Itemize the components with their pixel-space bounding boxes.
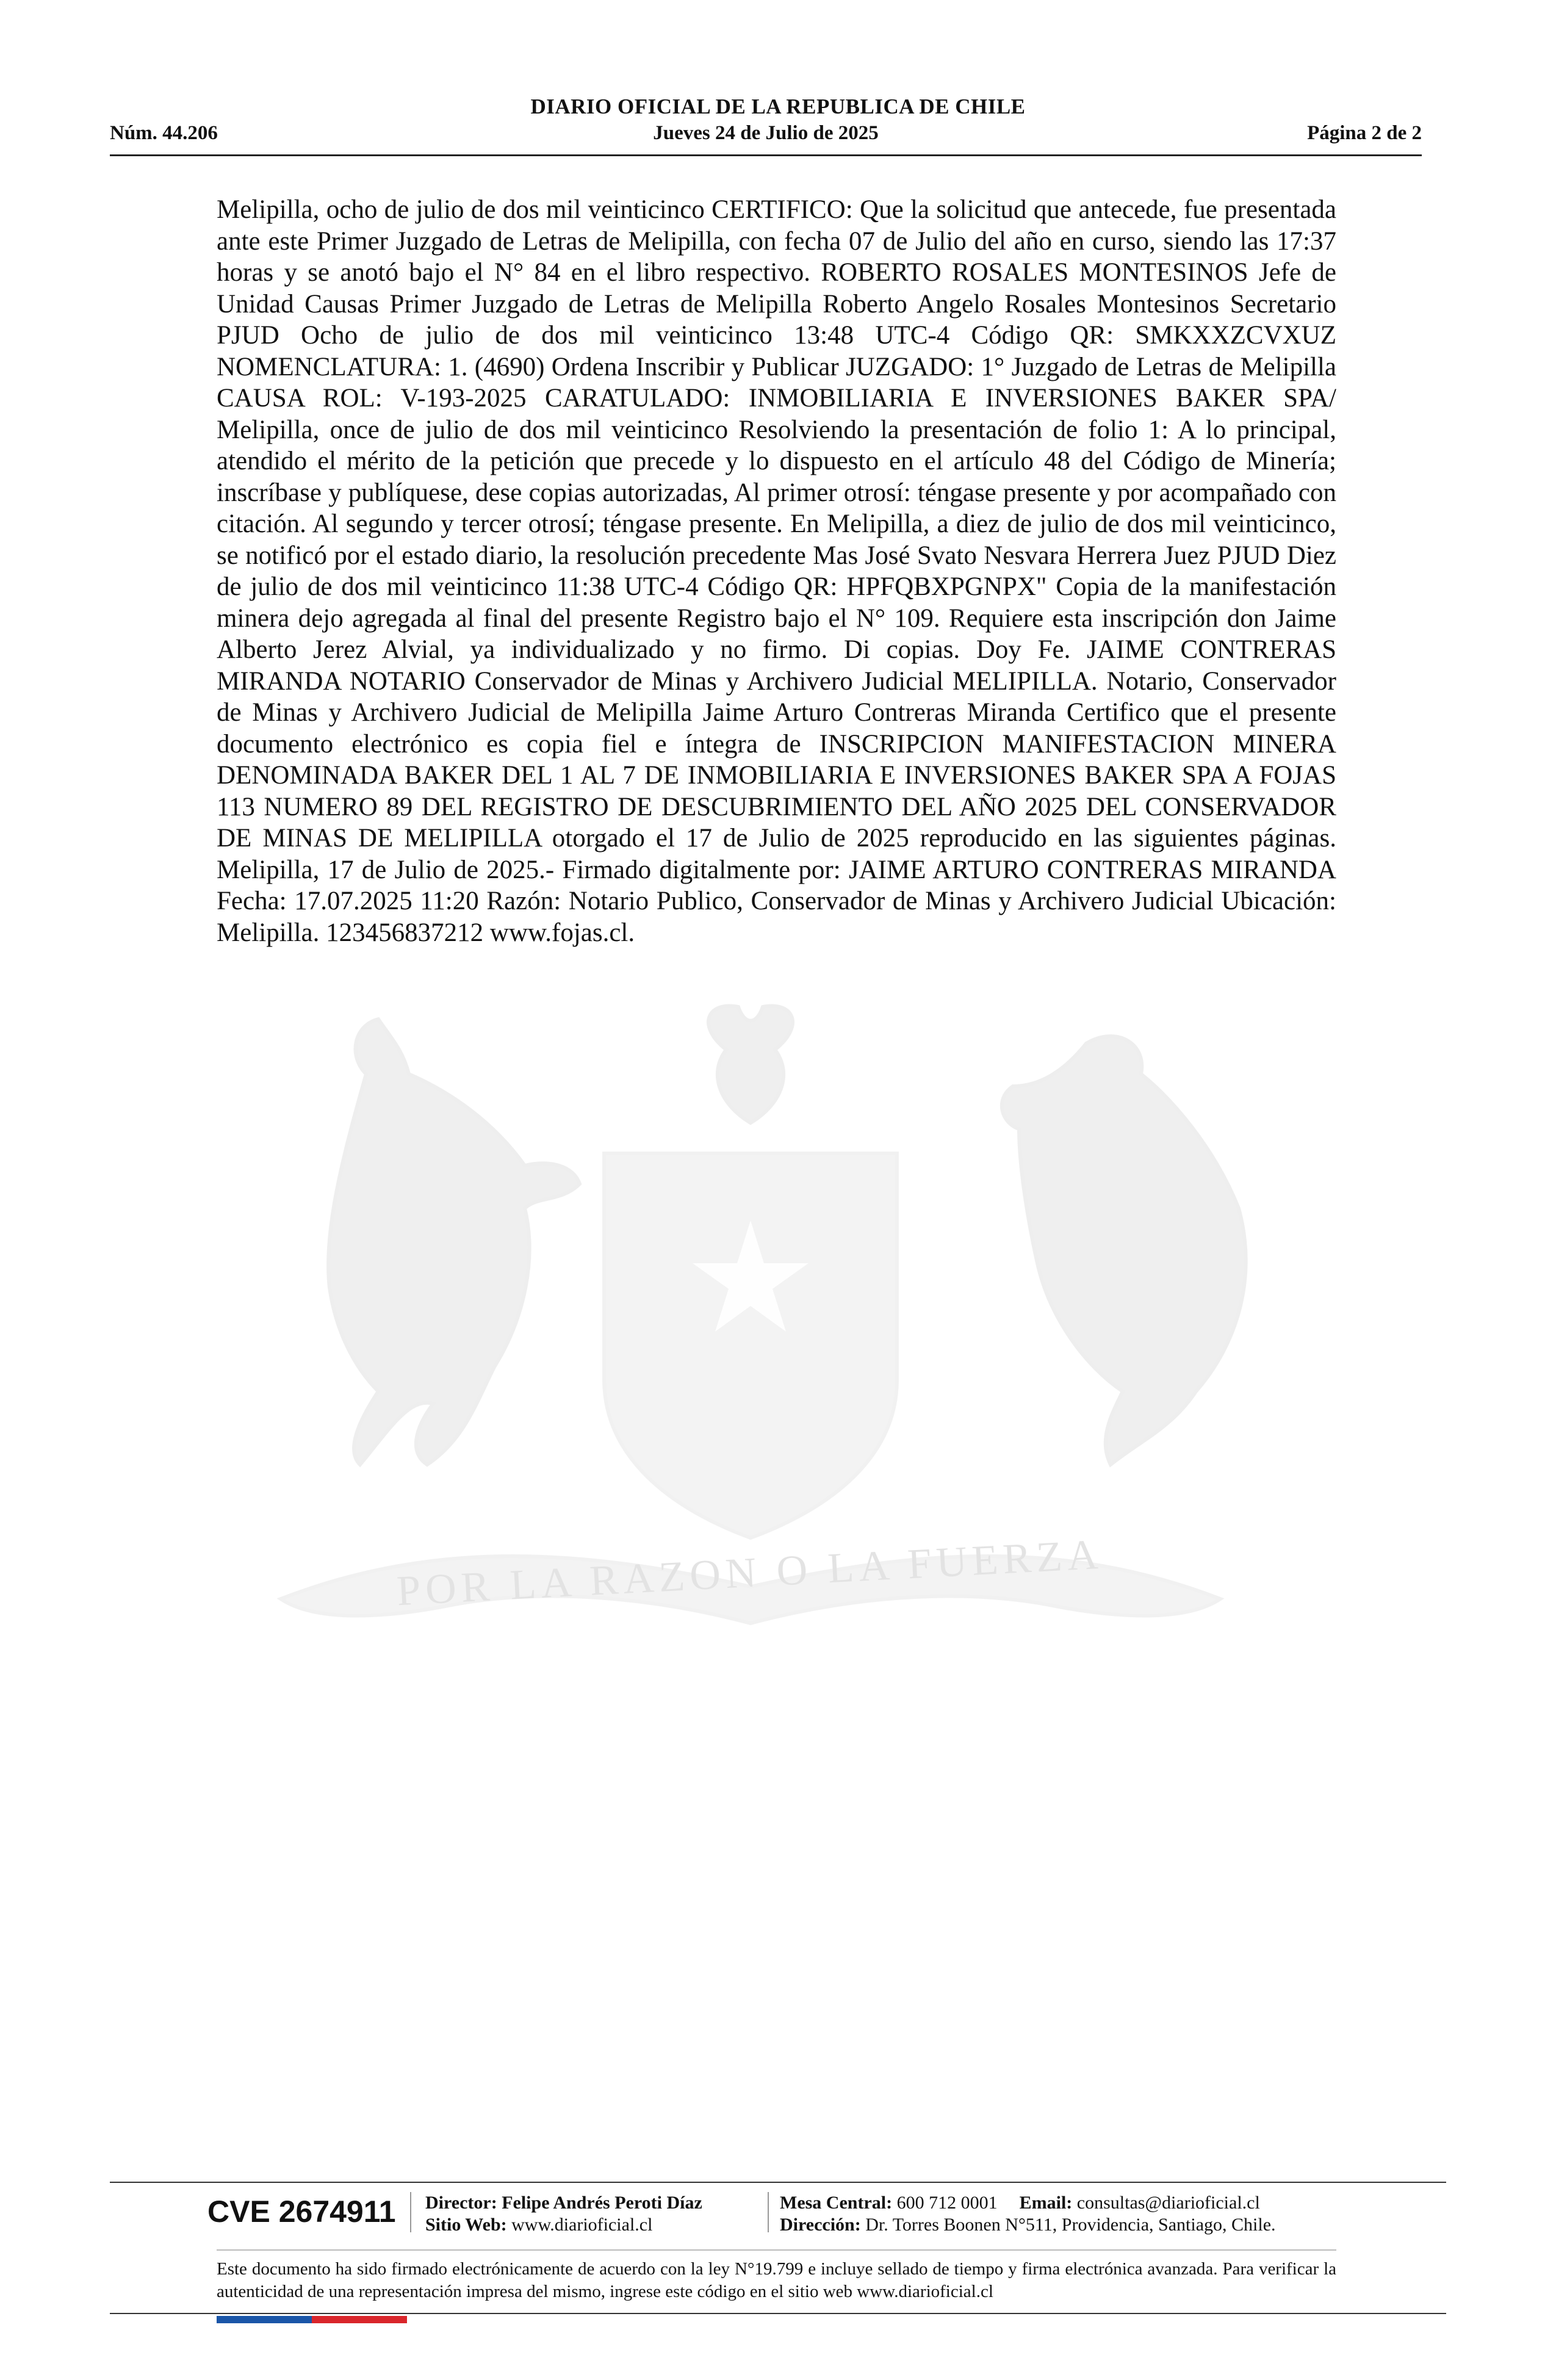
issue-number: Núm. 44.206 xyxy=(110,122,218,144)
shield-figure xyxy=(604,1153,897,1538)
legal-notice: Este documento ha sido firmado electrónicamente de acuerdo con la ley N°19.799 e incluye sellado de tiempo y firma electrónica avanzada. Para verificar la autenticidad de una representación impresa del mismo, ingrese este código en el sitio web www.diarioficial.cl xyxy=(217,2259,1336,2301)
email-link[interactable]: consultas@diarioficial.cl xyxy=(1076,2193,1260,2213)
cve-code: CVE 2674911 xyxy=(207,2194,396,2229)
footer-separator xyxy=(410,2192,411,2232)
header-divider xyxy=(110,154,1422,156)
flag-stripe xyxy=(217,2316,407,2323)
footer-separator xyxy=(768,2192,769,2232)
email-label: Email: xyxy=(1019,2193,1073,2213)
website-label: Sitio Web: xyxy=(425,2215,507,2235)
coat-of-arms-watermark xyxy=(207,1001,1294,1672)
footer-director-block xyxy=(425,2192,702,2236)
website-link[interactable]: www.diarioficial.cl xyxy=(511,2215,653,2235)
plume-figure xyxy=(708,1006,793,1123)
mesa-phone: 600 712 0001 xyxy=(896,2193,998,2213)
flag-red-segment xyxy=(312,2316,407,2323)
address-value: Dr. Torres Boonen N°511, Providencia, Santiago, Chile. xyxy=(865,2215,1276,2235)
condor-figure xyxy=(1002,1036,1246,1465)
huemul-figure xyxy=(328,1019,580,1465)
document-body: Melipilla, ocho de julio de dos mil veinticinco CERTIFICO: Que la solicitud que antecede, fue presentada ante este Primer Juzgado de Letras de Melipilla, con fecha 07 de Julio del año en curso, siendo las 17:37 horas y se anotó bajo el N° 84 en el libro respectivo. ROBERTO ROSALES MONTESINOS Jefe de Unidad Causas Primer Juzgado de Letras de Melipilla Roberto Angelo Rosales Montesinos Secretario PJUD Ocho de julio de dos mil veinticinco 13:48 UTC-4 Código QR: SMKXXZCVXUZ NOMENCLATURA: 1. (4690) Ordena Inscribir y Publicar JUZGADO: 1° Juzgado de Letras de Melipilla CAUSA ROL: V-193-2025 CARATULADO: INMOBILIARIA E INVERSIONES BAKER SPA/ Melipilla, once de julio de dos mil veinticinco Resolviendo la presentación de folio 1: A lo principal, atendido el mérito de la petición que precede y lo dispuesto en el artículo 48 del Código de Minería; inscríbase y publíquese, dese copias autorizadas, Al primer otrosí: téngase presente y por acompañado con citación. Al segundo y tercer otrosí; téngase presente. En Melipilla, a diez de julio de dos mil veinticinco, se notificó por el estado diario, la resolución precedente Mas José Svato Nesvara Herrera Juez PJUD Diez de julio de dos mil veinticinco 11:38 UTC-4 Código QR: HPFQBXPGNPX" Copia de la manifestación minera dejo agregada al final del presente Registro bajo el N° 109. Requiere esta inscripción don Jaime Alberto Jerez Alvial, ya individualizado y no firmo. Di copias. Doy Fe. JAIME CONTRERAS MIRANDA NOTARIO Conservador de Minas y Archivero Judicial MELIPILLA. Notario, Conservador de Minas y Archivero Judicial de Melipilla Jaime Arturo Contreras Miranda Certifico que el presente documento electrónico es copia fiel e íntegra de INSCRIPCION MANIFESTACION MINERA DENOMINADA BAKER DEL 1 AL 7 DE INMOBILIARIA E INVERSIONES BAKER SPA A FOJAS 113 NUMERO 89 DEL REGISTRO DE DESCUBRIMIENTO DEL AÑO 2025 DEL CONSERVADOR DE MINAS DE MELIPILLA otorgado el 17 de Julio de 2025 reproducido en las siguientes páginas. Melipilla, 17 de Julio de 2025.- Firmado digitalmente por: JAIME ARTURO CONTRERAS MIRANDA Fecha: 17.07.2025 11:20 Razón: Notario Publico, Conservador de Minas y Archivero Judicial Ubicación: Melipilla. 123456837212 www.fojas.cl. xyxy=(217,195,1336,947)
header-row xyxy=(110,122,1422,150)
page-indicator: Página 2 de 2 xyxy=(1307,122,1422,144)
publication-title: DIARIO OFICIAL DE LA REPUBLICA DE CHILE xyxy=(530,95,1026,118)
motto-text: POR LA RAZON O LA FUERZA xyxy=(395,1531,1104,1615)
director-name: Felipe Andrés Peroti Díaz xyxy=(502,2193,702,2213)
footer-divider-bottom xyxy=(110,2313,1446,2314)
footer-divider-mid xyxy=(217,2249,1336,2251)
address-label: Dirección: xyxy=(780,2215,861,2235)
director-label: Director: xyxy=(425,2193,497,2213)
flag-blue-segment xyxy=(217,2316,312,2323)
issue-date: Jueves 24 de Julio de 2025 xyxy=(653,122,879,144)
mesa-label: Mesa Central: xyxy=(780,2193,893,2213)
footer-divider-top xyxy=(110,2182,1446,2183)
footer-contact-block xyxy=(780,2192,1276,2236)
